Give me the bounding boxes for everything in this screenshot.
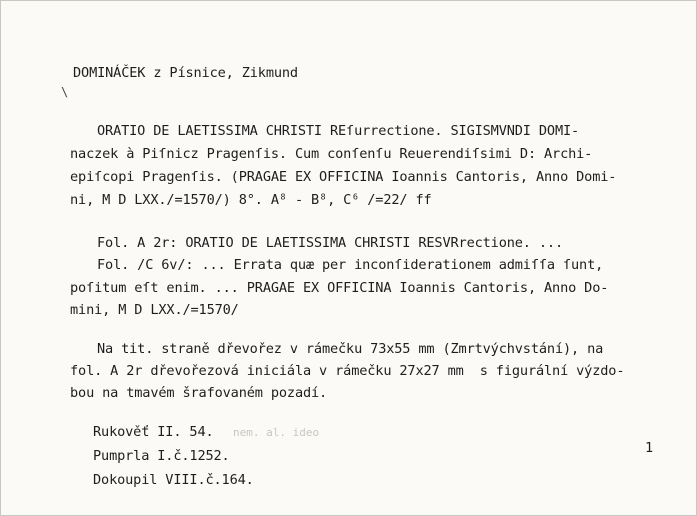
reference-rukovet: Rukověť II. 54. xyxy=(93,424,214,440)
note-line-1: Na tit. straně dřevořez v rámečku 73x55 mm (Zmrtvýchvstání), na xyxy=(97,341,604,357)
folio-line-4: mini, M D LXX./=1570/ xyxy=(70,302,239,318)
reference-pumprla: Pumprla I.č.1252. xyxy=(93,448,230,464)
reference-dokoupil: Dokoupil VIII.č.164. xyxy=(93,472,254,488)
folio-line-1: Fol. A 2r: ORATIO DE LAETISSIMA CHRISTI RESVRrectione. ... xyxy=(97,235,563,251)
corner-mark: \ xyxy=(61,85,69,99)
note-line-2: fol. A 2r dřevořezová iniciála v rámečku 27x27 mm s figurální výzdo- xyxy=(70,363,625,379)
note-line-3: bou na tmavém šrafovaném pozadí. xyxy=(70,385,328,401)
title-line-1: ORATIO DE LAETISSIMA CHRISTI REſurrectione. SIGISMVNDI DOMI- xyxy=(97,123,580,139)
title-line-4: ni, M D LXX./=1570/) 8°. A⁸ - B⁸, C⁶ /=22/ ff xyxy=(70,192,432,208)
folio-line-2: Fol. /C 6v/: ... Errata quæ per inconſiderationem admiſſa ſunt, xyxy=(97,257,604,273)
page-number: 1 xyxy=(645,440,654,456)
folio-line-3: poſitum eſt enim. ... PRAGAE EX OFFICINA Ioannis Cantoris, Anno Do- xyxy=(70,280,609,296)
title-line-2: naczek à Piſnicz Pragenſis. Cum conſenſu Reuerendiſsimi D: Archi- xyxy=(70,146,593,162)
faint-pencil-note: nem. al. ideo xyxy=(233,426,320,439)
title-line-3: epiſcopi Pragenſis. (PRAGAE EX OFFICINA Ioannis Cantoris, Anno Domi- xyxy=(70,169,617,185)
card-heading: DOMINÁČEK z Písnice, Zikmund xyxy=(73,65,298,81)
